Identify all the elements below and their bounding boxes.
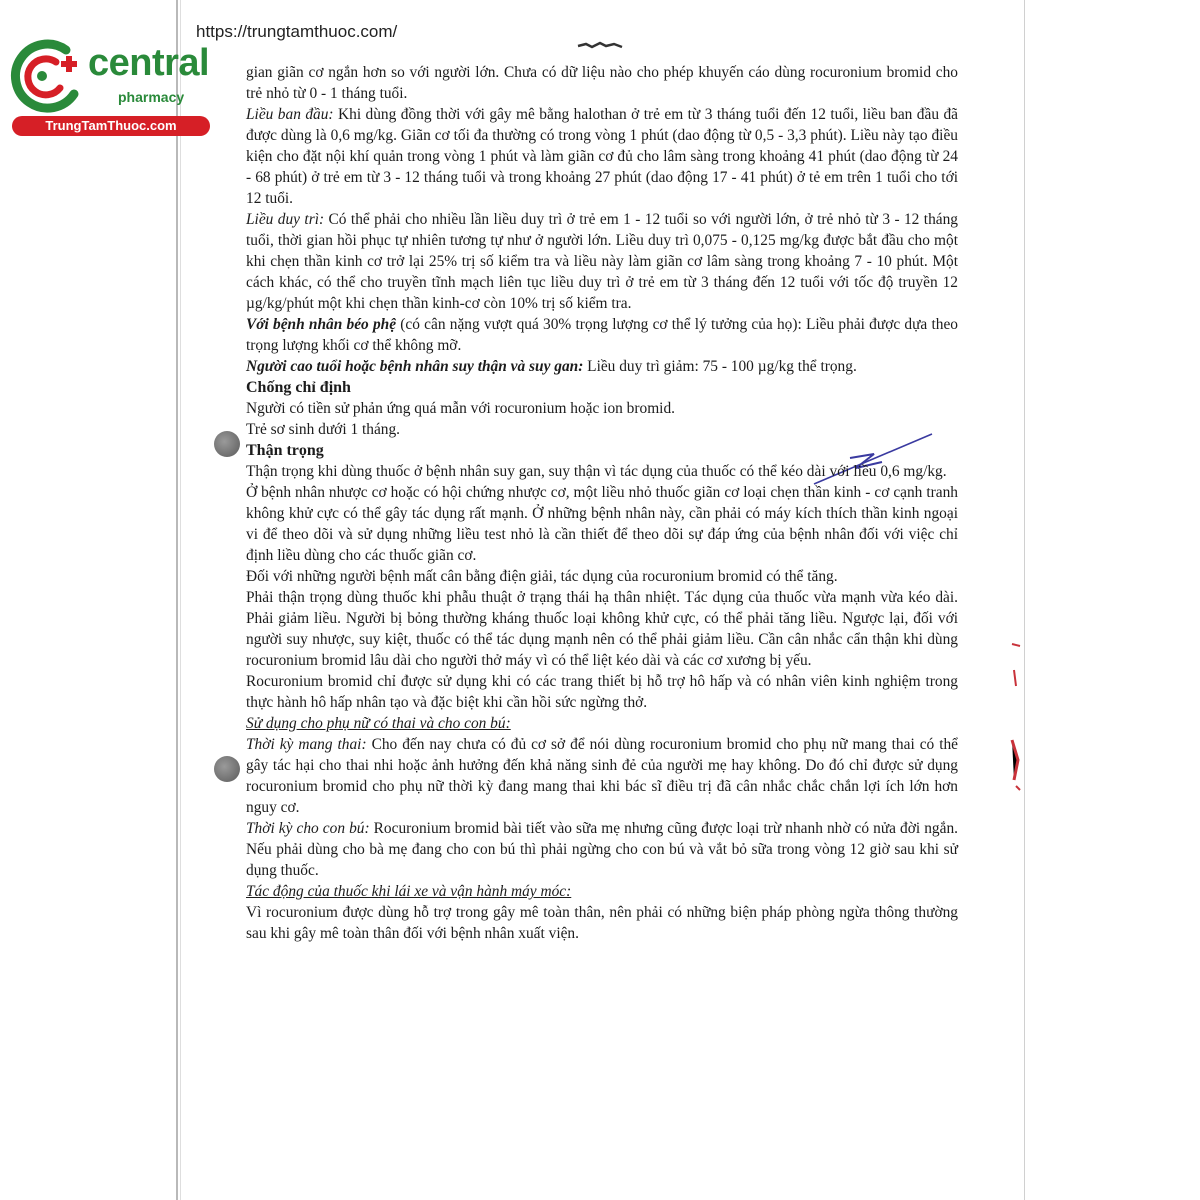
document-page — [246, 62, 958, 944]
brand-site-bar: TrungTamThuoc.com — [12, 116, 210, 136]
inline-label: Với bệnh nhân béo phệ — [246, 316, 397, 333]
brand-name: central — [88, 42, 210, 84]
paragraph: gian giãn cơ ngắn hơn so với người lớn. Chưa có dữ liệu nào cho phép khuyến cáo dùng rocuronium bromid cho trẻ nhỏ từ 0 - 1 tháng tuổi. — [246, 64, 958, 102]
punch-hole-top — [214, 431, 240, 457]
paragraph: Người có tiền sử phản ứng quá mẫn với rocuronium hoặc ion bromid. — [246, 400, 675, 417]
paragraph — [246, 209, 958, 314]
paragraph: Đối với những người bệnh mất cân bằng điện giải, tác dụng của rocuronium bromid có thể tăng. — [246, 568, 838, 585]
paragraph — [246, 734, 958, 818]
paragraph: Trẻ sơ sinh dưới 1 tháng. — [246, 421, 401, 438]
paragraph-text: Liều duy trì giảm: 75 - 100 µg/kg thể trọng. — [583, 358, 857, 375]
paragraph — [246, 314, 958, 356]
scan-edge-right — [1024, 0, 1025, 1200]
paragraph: Rocuronium bromid chỉ được sử dụng khi có các trang thiết bị hỗ trợ hô hấp và có nhân viên kinh nghiệm trong thực hành hô hấp nhân tạo và đặc biệt khi cần hồi sức ngừng thở. — [246, 673, 958, 711]
red-edge-marks-icon — [1006, 640, 1026, 800]
scan-edge — [176, 0, 178, 1200]
scribble-mark-icon — [576, 38, 626, 52]
paragraph — [246, 104, 958, 209]
paragraph: Ở bệnh nhân nhược cơ hoặc có hội chứng nhược cơ, một liều nhỏ thuốc giãn cơ loại chẹn thần kinh - cơ cạnh tranh không khử cực có thể gây tác dụng rất mạnh. Ở những bệnh nhân này, cần phải có máy kích thích thần kinh ngoại vi để theo dõi và sử dụng những liều test nhỏ là cần thiết để theo dõi sự đáp ứng của bệnh nhân đối với việc chỉ định liều dùng cho các thuốc giãn cơ. — [246, 484, 958, 564]
paragraph — [246, 818, 958, 881]
inline-label: Người cao tuổi hoặc bệnh nhân suy thận và suy gan: — [246, 358, 584, 375]
paragraph-text: Rocuronium bromid bài tiết vào sữa mẹ nhưng cũng được loại trừ nhanh nhờ có nửa đời ngắn. Nếu phải dùng cho bà mẹ đang cho con bú thì phải ngừng cho con bú và vắt bỏ sữa trong vòng 12 giờ sau khi sử dụng thuốc. — [246, 820, 958, 879]
paragraph: Thận trọng khi dùng thuốc ở bệnh nhân suy gan, suy thận vì tác dụng của thuốc có thể kéo dài với liều 0,6 mg/kg. — [246, 463, 947, 480]
inline-label: Thời kỳ mang thai: — [246, 736, 367, 753]
paragraph-text: (có cân nặng vượt quá 30% trọng lượng cơ thể lý tưởng của họ): Liều phải được dựa theo trọng lượng khối cơ thể không mỡ. — [246, 316, 958, 354]
paragraph — [246, 356, 958, 377]
section-heading: Thận trọng — [246, 442, 324, 459]
brand-subtitle: pharmacy — [118, 89, 185, 105]
subsection-heading: Sử dụng cho phụ nữ có thai và cho con bú: — [246, 715, 511, 732]
scan-edge-inner — [180, 0, 181, 1200]
section-heading: Chống chỉ định — [246, 379, 351, 396]
subsection-heading: Tác động của thuốc khi lái xe và vận hành máy móc: — [246, 883, 572, 900]
paragraph-text: Có thể phải cho nhiều lần liều duy trì ở trẻ em 1 - 12 tuổi so với người lớn, ở trẻ nhỏ từ 3 - 12 tháng tuổi, thời gian hồi phục tự nhiên tương tự như ở người lớn. Liều duy trì 0,075 - 0,125 mg/kg được bắt đầu cho một khi chẹn thần kinh cơ trở lại 25% trị số kiểm tra và liều này làm giãn cơ lâm sàng trong khoảng 7 - 10 phút. Một cách khác, có thể cho truyền tĩnh mạch liên tục liều duy trì ở trẻ em từ 3 tháng đến 12 tuổi với tốc độ truyền 12 µg/kg/phút một khi chẹn thần kinh-cơ còn 10% trị số kiểm tra. — [246, 211, 958, 312]
inline-label: Liều duy trì: — [246, 211, 325, 228]
paragraph-text: Khi dùng đồng thời với gây mê bằng halothan ở trẻ em từ 3 tháng tuổi đến 12 tuổi, liều ban đầu đã được dùng là 0,6 mg/kg. Giãn cơ tối đa thường có trong vòng 1 phút (dao động từ 0,5 - 3,3 phút). Liều này tạo điều kiện cho đặt nội khí quản trong vòng 1 phút và làm giãn cơ đủ cho lâm sàng trong khoảng 41 phút (dao động từ 24 - 68 phút) ở trẻ em từ 3 - 12 tháng tuổi và trong khoảng 27 phút (dao động 17 - 41 phút) ở tẻ em trên 1 tuổi cho tới 12 tuổi. — [246, 106, 958, 207]
paragraph: Phải thận trọng dùng thuốc khi phẫu thuật ở trạng thái hạ thân nhiệt. Tác dụng của thuốc vừa mạnh vừa kéo dài. Phải giảm liều. Người bị bỏng thường kháng thuốc loại không khử cực, có thể phải tăng liều. Ngược lại, đối với người suy nhược, suy kiệt, thuốc có thể tác dụng mạnh nên có thể phải giảm liều. Cần cân nhắc cẩn thận khi dùng rocuronium bromid lâu dài cho người thở máy vì có thể liệt kéo dài và các cơ xương bị yếu. — [246, 589, 958, 669]
punch-hole-bottom — [214, 756, 240, 782]
paragraph: Vì rocuronium được dùng hỗ trợ trong gây mê toàn thân, nên phải có những biện pháp phòng ngừa thông thường sau khi gây mê toàn thân đối với bệnh nhân xuất viện. — [246, 904, 958, 942]
source-url[interactable]: https://trungtamthuoc.com/ — [196, 22, 398, 41]
paragraph-text: Cho đến nay chưa có đủ cơ sở để nói dùng rocuronium bromid cho phụ nữ mang thai có thể gây tác hại cho thai nhi hoặc ảnh hưởng đến khả năng sinh đẻ của người mẹ hay không. Do đó chỉ được sử dụng rocuronium bromid cho phụ nữ thời kỳ đang mang thai khi bác sĩ điều trị đã cân nhắc chắc chắn lợi ích lớn hơn nguy cơ. — [246, 736, 959, 816]
inline-label: Liều ban đầu: — [246, 106, 334, 123]
inline-label: Thời kỳ cho con bú: — [246, 820, 370, 837]
